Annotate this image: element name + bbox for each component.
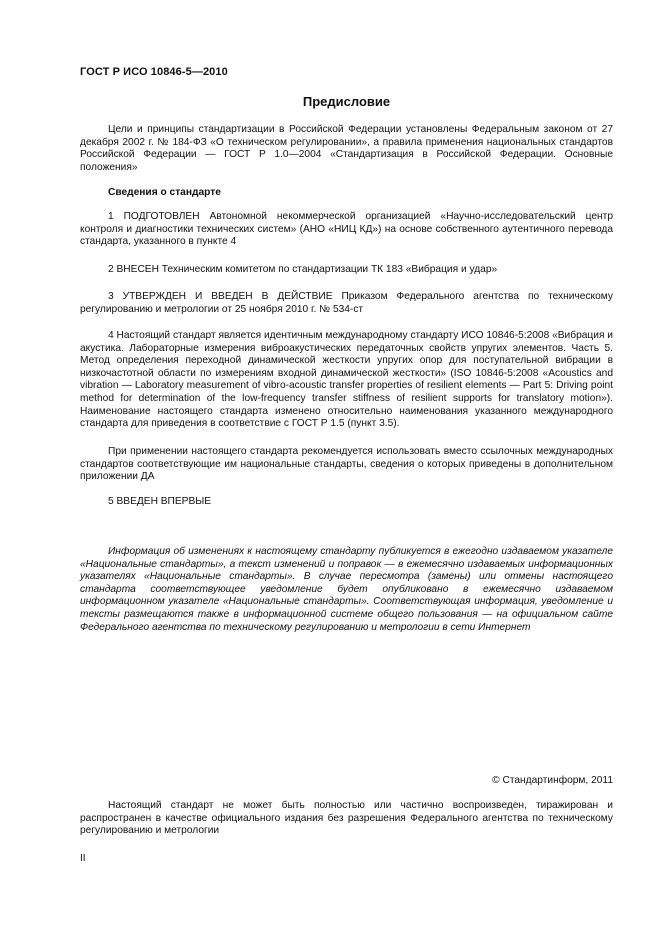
document-code: ГОСТ Р ИСО 10846-5—2010	[80, 66, 228, 78]
item-references-note: При применении настоящего стандарта рекомендуется использовать вместо ссылочных международных стандартов соответствующие им национальные стандарты, сведения о которых приведены в дополнительном приложении ДА	[80, 446, 613, 483]
item-first-introduced: 5 ВВЕДЕН ВПЕРВЫЕ	[108, 496, 212, 507]
intro-paragraph: Цели и принципы стандартизации в Российской Федерации установлены Федеральным законом от 27 декабря 2002 г. № 184-ФЗ «О техническом регулировании», а правила применения национальных стандартов Российской Федерации — ГОСТ Р 1.0—2004 «Стандартизация в Российской Федерации. Основные положения»	[80, 124, 613, 173]
item-approved: 3 УТВЕРЖДЕН И ВВЕДЕН В ДЕЙСТВИЕ Приказом Федерального агентства по техническому регулированию и метрологии от 25 ноября 2010 г. № 534-ст	[80, 291, 613, 315]
page-title: Предисловие	[302, 94, 391, 109]
item-prepared: 1 ПОДГОТОВЛЕН Автономной некоммерческой организацией «Научно-исследовательский центр контроля и диагностики технических систем» (АНО «НИЦ КД») на основе собственного аутентичного перевода стандарта, указанного в пункте 4	[80, 211, 613, 248]
reproduction-notice: Настоящий стандарт не может быть полностью или частично воспроизведен, тиражирован и распространен в качестве официального издания без разрешения Федерального агентства по техническому регулированию и метрологии	[80, 800, 613, 837]
item-identical-standard: 4 Настоящий стандарт является идентичным международному стандарту ИСО 10846-5:2008 «Вибрация и акустика. Лабораторные измерения виброакустических передаточных свойств упругих элементов. Часть 5. Метод определения переходной динамической жесткости упругих опор для поступательной вибрации в низкочастотной области по измерениям входной динамической жесткости» (ISO 10846-5:2008 «Acoustics and vibration — Laboratory measurement of vibro-acoustic transfer properties of resilient elements — Part 5: Driving point method for determination of the low-frequency transfer stiffness of resilient supports for translatory motion»). Наименование настоящего стандарта изменено относительно наименования указанного международного стандарта для приведения в соответствие с ГОСТ Р 1.5 (пункт 3.5).	[80, 330, 613, 430]
item-submitted: 2 ВНЕСЕН Техническим комитетом по стандартизации ТК 183 «Вибрация и удар»	[108, 264, 498, 275]
info-notice: Информация об изменениях к настоящему стандарту публикуется в ежегодно издаваемом указателе «Национальные стандарты», а текст изменений и поправок — в ежемесячно издаваемых информационных указателях «Национальные стандарты». В случае пересмотра (замены) или отмены настоящего стандарта соответствующее уведомление будет опубликовано в ежемесячно издаваемом информационном указателе «Национальные стандарты». Соответствующая информация, уведомление и тексты размещаются также в информационной системе общего пользования — на официальном сайте Федерального агентства по техническому регулированию и метрологии в сети Интернет	[80, 546, 613, 633]
page-number: II	[80, 853, 86, 864]
copyright-line: © Стандартинформ, 2011	[492, 775, 613, 786]
section-subheading: Сведения о стандарте	[108, 187, 221, 198]
